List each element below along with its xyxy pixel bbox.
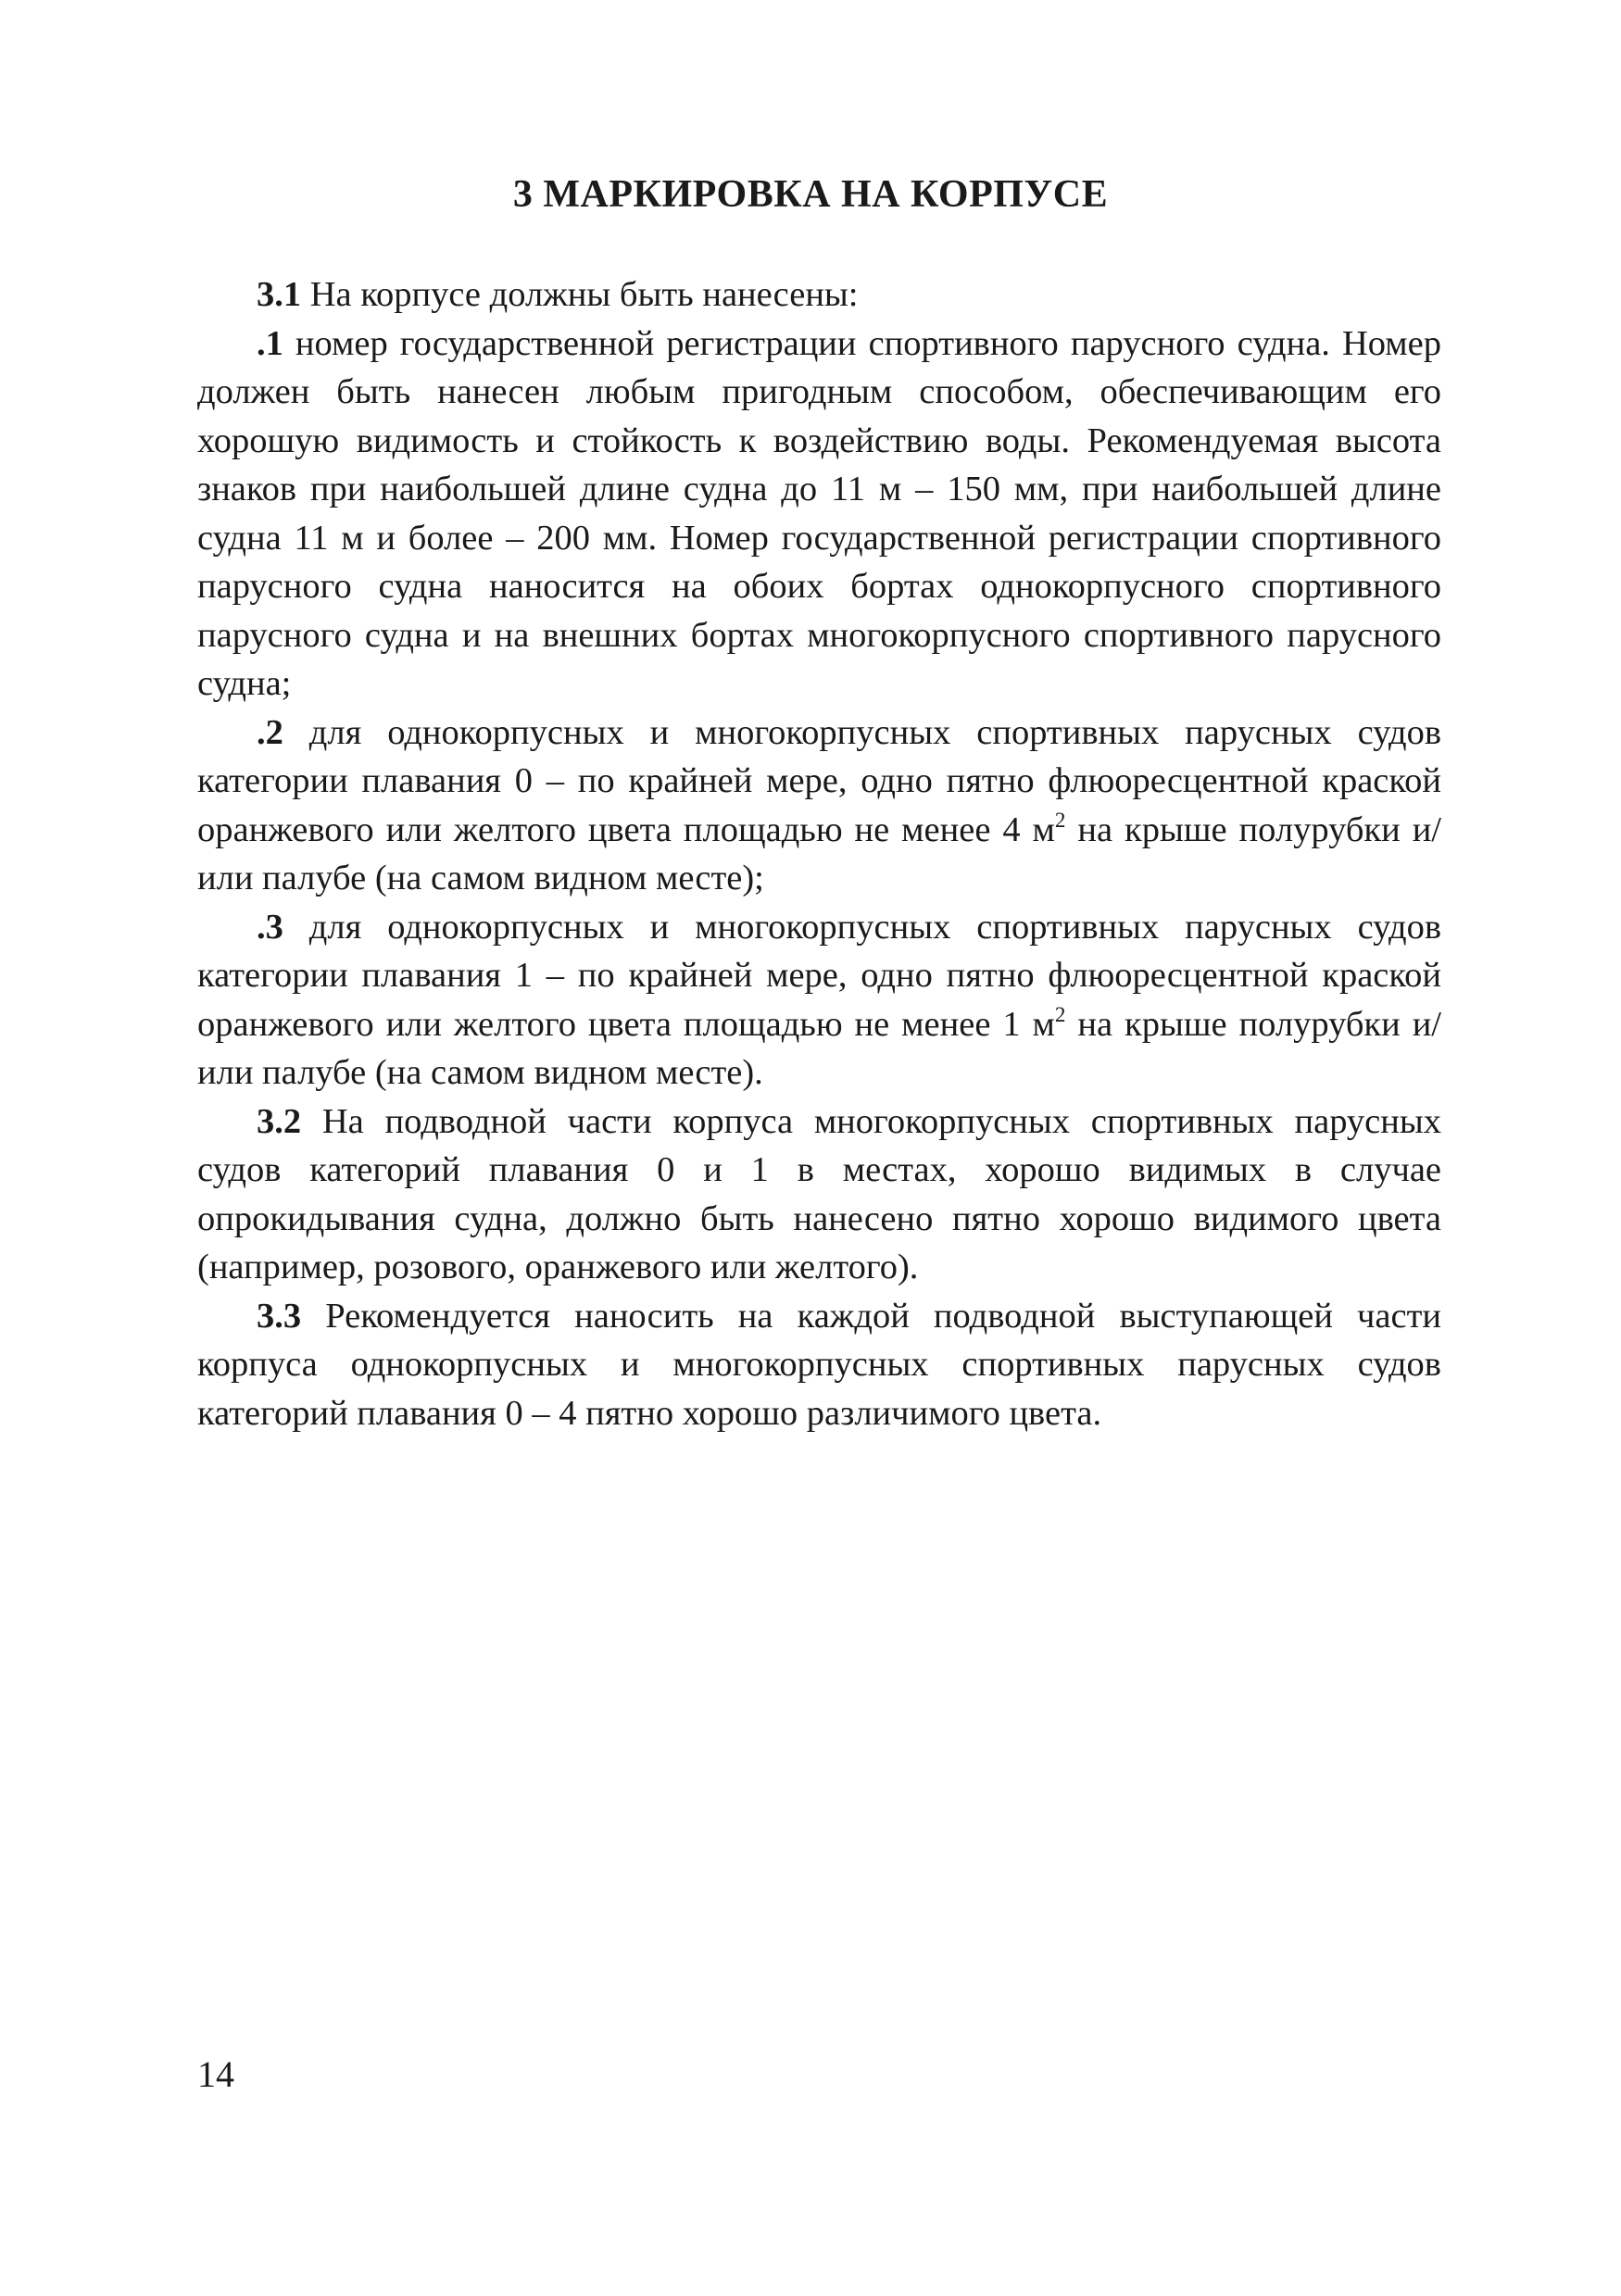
paragraph-3-3 (197, 1292, 1441, 1438)
paragraph-3-1 (197, 270, 1441, 320)
paragraph-text: На корпусе должны быть нанесены: (301, 275, 859, 314)
paragraph-text: для однокорпусных и многокорпусных спортивных парусных судов категории плавания 0 – по крайней мере, одно пятно флюоресцентной краской оранжевого или желтого цвета площадью не менее 4 м (197, 712, 1441, 849)
paragraph-text-continued: на крыше полурубки и/или палубе (на самом видном месте). (197, 1004, 1441, 1092)
paragraph-number: .1 (257, 323, 283, 363)
paragraph-text: для однокорпусных и многокорпусных спортивных парусных судов категории плавания 1 – по крайней мере, одно пятно флюоресцентной краской оранжевого или желтого цвета площадью не менее 1 м (197, 907, 1441, 1044)
paragraph-text: номер государственной регистрации спортивного парусного судна. Номер должен быть нанесен любым пригодным способом, обеспечивающим его хорошую видимость и стойкость к воздействию воды. Рекомендуемая высота знаков при наибольшей длине судна до 11 м – 150 мм, при наибольшей длине судна 11 м и более – 200 мм. Номер государственной регистрации спортивного парусного судна наносится на обоих бортах однокорпусного спортивного парусного судна и на внешних бортах многокорпусного спортивного парусного судна; (197, 323, 1441, 703)
paragraph-3-1-item-1 (197, 320, 1441, 709)
superscript: 2 (1054, 807, 1066, 832)
paragraph-number: .3 (257, 907, 283, 947)
paragraph-text: Рекомендуется наносить на каждой подводной выступающей части корпуса однокорпусных и многокорпусных спортивных парусных судов категорий плавания 0 – 4 пятно хорошо различимого цвета. (197, 1296, 1441, 1433)
paragraph-text-continued: на крыше полурубки и/или палубе (на самом видном месте); (197, 809, 1441, 897)
paragraph-number: 3.2 (257, 1101, 302, 1141)
page-number: 14 (197, 2053, 234, 2095)
paragraph-3-2 (197, 1098, 1441, 1292)
paragraph-number: 3.1 (257, 275, 302, 314)
page-title: 3 МАРКИРОВКА НА КОРПУСЕ (512, 173, 1109, 216)
paragraph-number: 3.3 (257, 1296, 302, 1336)
paragraph-text: На подводной части корпуса многокорпусных спортивных парусных судов категорий плавания 0 и 1 в местах, хорошо видимых в случае опрокидывания судна, должно быть нанесено пятно хорошо видимого цвета (например, розового, оранжевого или желтого). (197, 1101, 1441, 1286)
paragraph-3-1-item-3 (197, 903, 1441, 1098)
paragraph-3-1-item-2 (197, 709, 1441, 903)
superscript: 2 (1054, 1001, 1066, 1026)
document-body (197, 270, 1441, 1437)
paragraph-number: .2 (257, 712, 283, 752)
